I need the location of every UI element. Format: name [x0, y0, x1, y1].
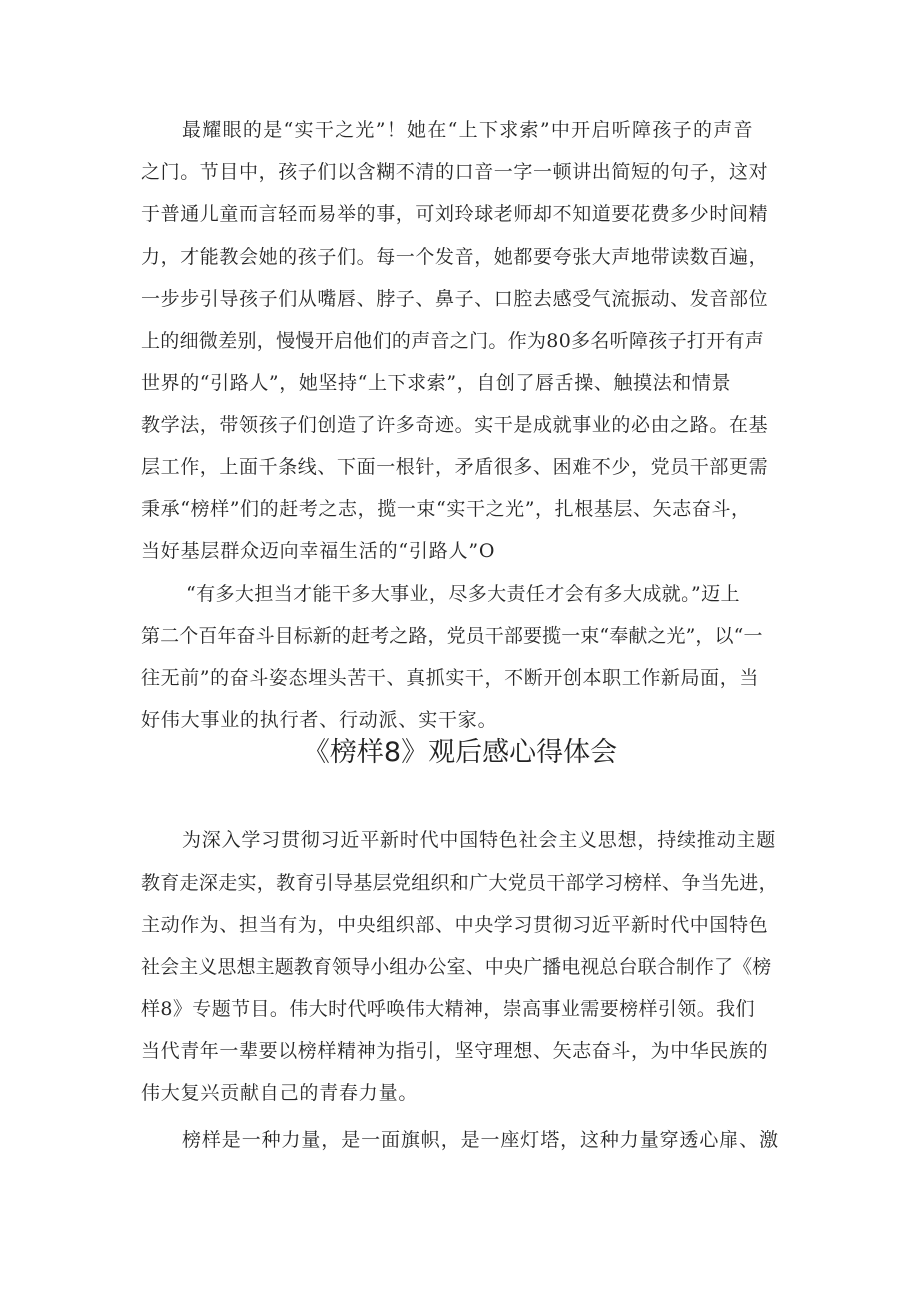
- text-line: 上的细微差别，慢慢开启他们的声音之门。作为80多名听障孩子打开有声: [141, 330, 765, 352]
- text-line: 世界的“引路人”，她坚持“上下求索”，自创了唇舌操、触摸法和情景: [141, 372, 732, 394]
- text-line: 为深入学习贯彻习近平新时代中国特色社会主义思想，持续推动主题: [182, 829, 777, 851]
- text-line: 好伟大事业的执行者、行动派、实干家。: [141, 709, 498, 731]
- text-line: 当好基层群众迈向幸福生活的“引路人”O: [141, 540, 496, 562]
- text-line: 当代青年一辈要以榜样精神为指引，坚守理想、矢志奋斗，为中华民族的: [141, 1040, 769, 1062]
- text-line: 主动作为、担当有为，中央组织部、中央学习贯彻习近平新时代中国特色: [141, 914, 769, 936]
- text-line: 伟大复兴贡献自己的青春力量。: [141, 1082, 419, 1104]
- text-line: 样8》专题节目。伟大时代呼唤伟大精神，崇高事业需要榜样引领。我们: [141, 998, 755, 1020]
- text-line: 往无前”的奋斗姿态埋头苦干、真抓实干，不断开创本职工作新局面，当: [141, 667, 759, 689]
- text-line: 力，才能教会她的孩子们。每一个发音，她都要夸张大声地带读数百遍，: [141, 246, 769, 268]
- page-title: 《榜样8》观后感心得体会: [302, 737, 618, 768]
- text-line: 之门。节目中，孩子们以含糊不清的口音一字一顿讲出简短的句子，这对: [141, 161, 769, 183]
- text-line: 最耀眼的是“实干之光”！她在“上下求索”中开启听障孩子的声音: [182, 119, 754, 141]
- text-line: 秉承“榜样”们的赶考之志，揽一束“实干之光”，扎根基层、矢志奋斗，: [141, 498, 751, 520]
- text-line: 社会主义思想主题教育领导小组办公室、中央广播电视总台联合制作了《榜: [141, 956, 772, 978]
- text-line: 于普通儿童而言轻而易举的事，可刘玲球老师却不知道要花费多少时间精: [141, 203, 769, 225]
- text-line: 教育走深走实，教育引导基层党组织和广大党员干部学习榜样、争当先进，: [141, 872, 778, 894]
- text-line: 教学法，带领孩子们创造了许多奇迹。实干是成就事业的必由之路。在基: [141, 414, 769, 436]
- text-line: 一步步引导孩子们从嘴唇、脖子、鼻子、口腔去感受气流振动、发音部位: [141, 288, 769, 310]
- text-line: “有多大担当才能干多大事业，尽多大责任才会有多大成就。”迈上: [186, 583, 740, 605]
- text-line: 榜样是一种力量，是一面旗帜，是一座灯塔，这种力量穿透心扉、激: [182, 1129, 780, 1151]
- text-line: 第二个百年奋斗目标新的赶考之路，党员干部要揽一束“奉献之光”，以“一: [141, 625, 763, 647]
- text-line: 层工作，上面千条线、下面一根针，矛盾很多、困难不少，党员干部更需: [141, 456, 769, 478]
